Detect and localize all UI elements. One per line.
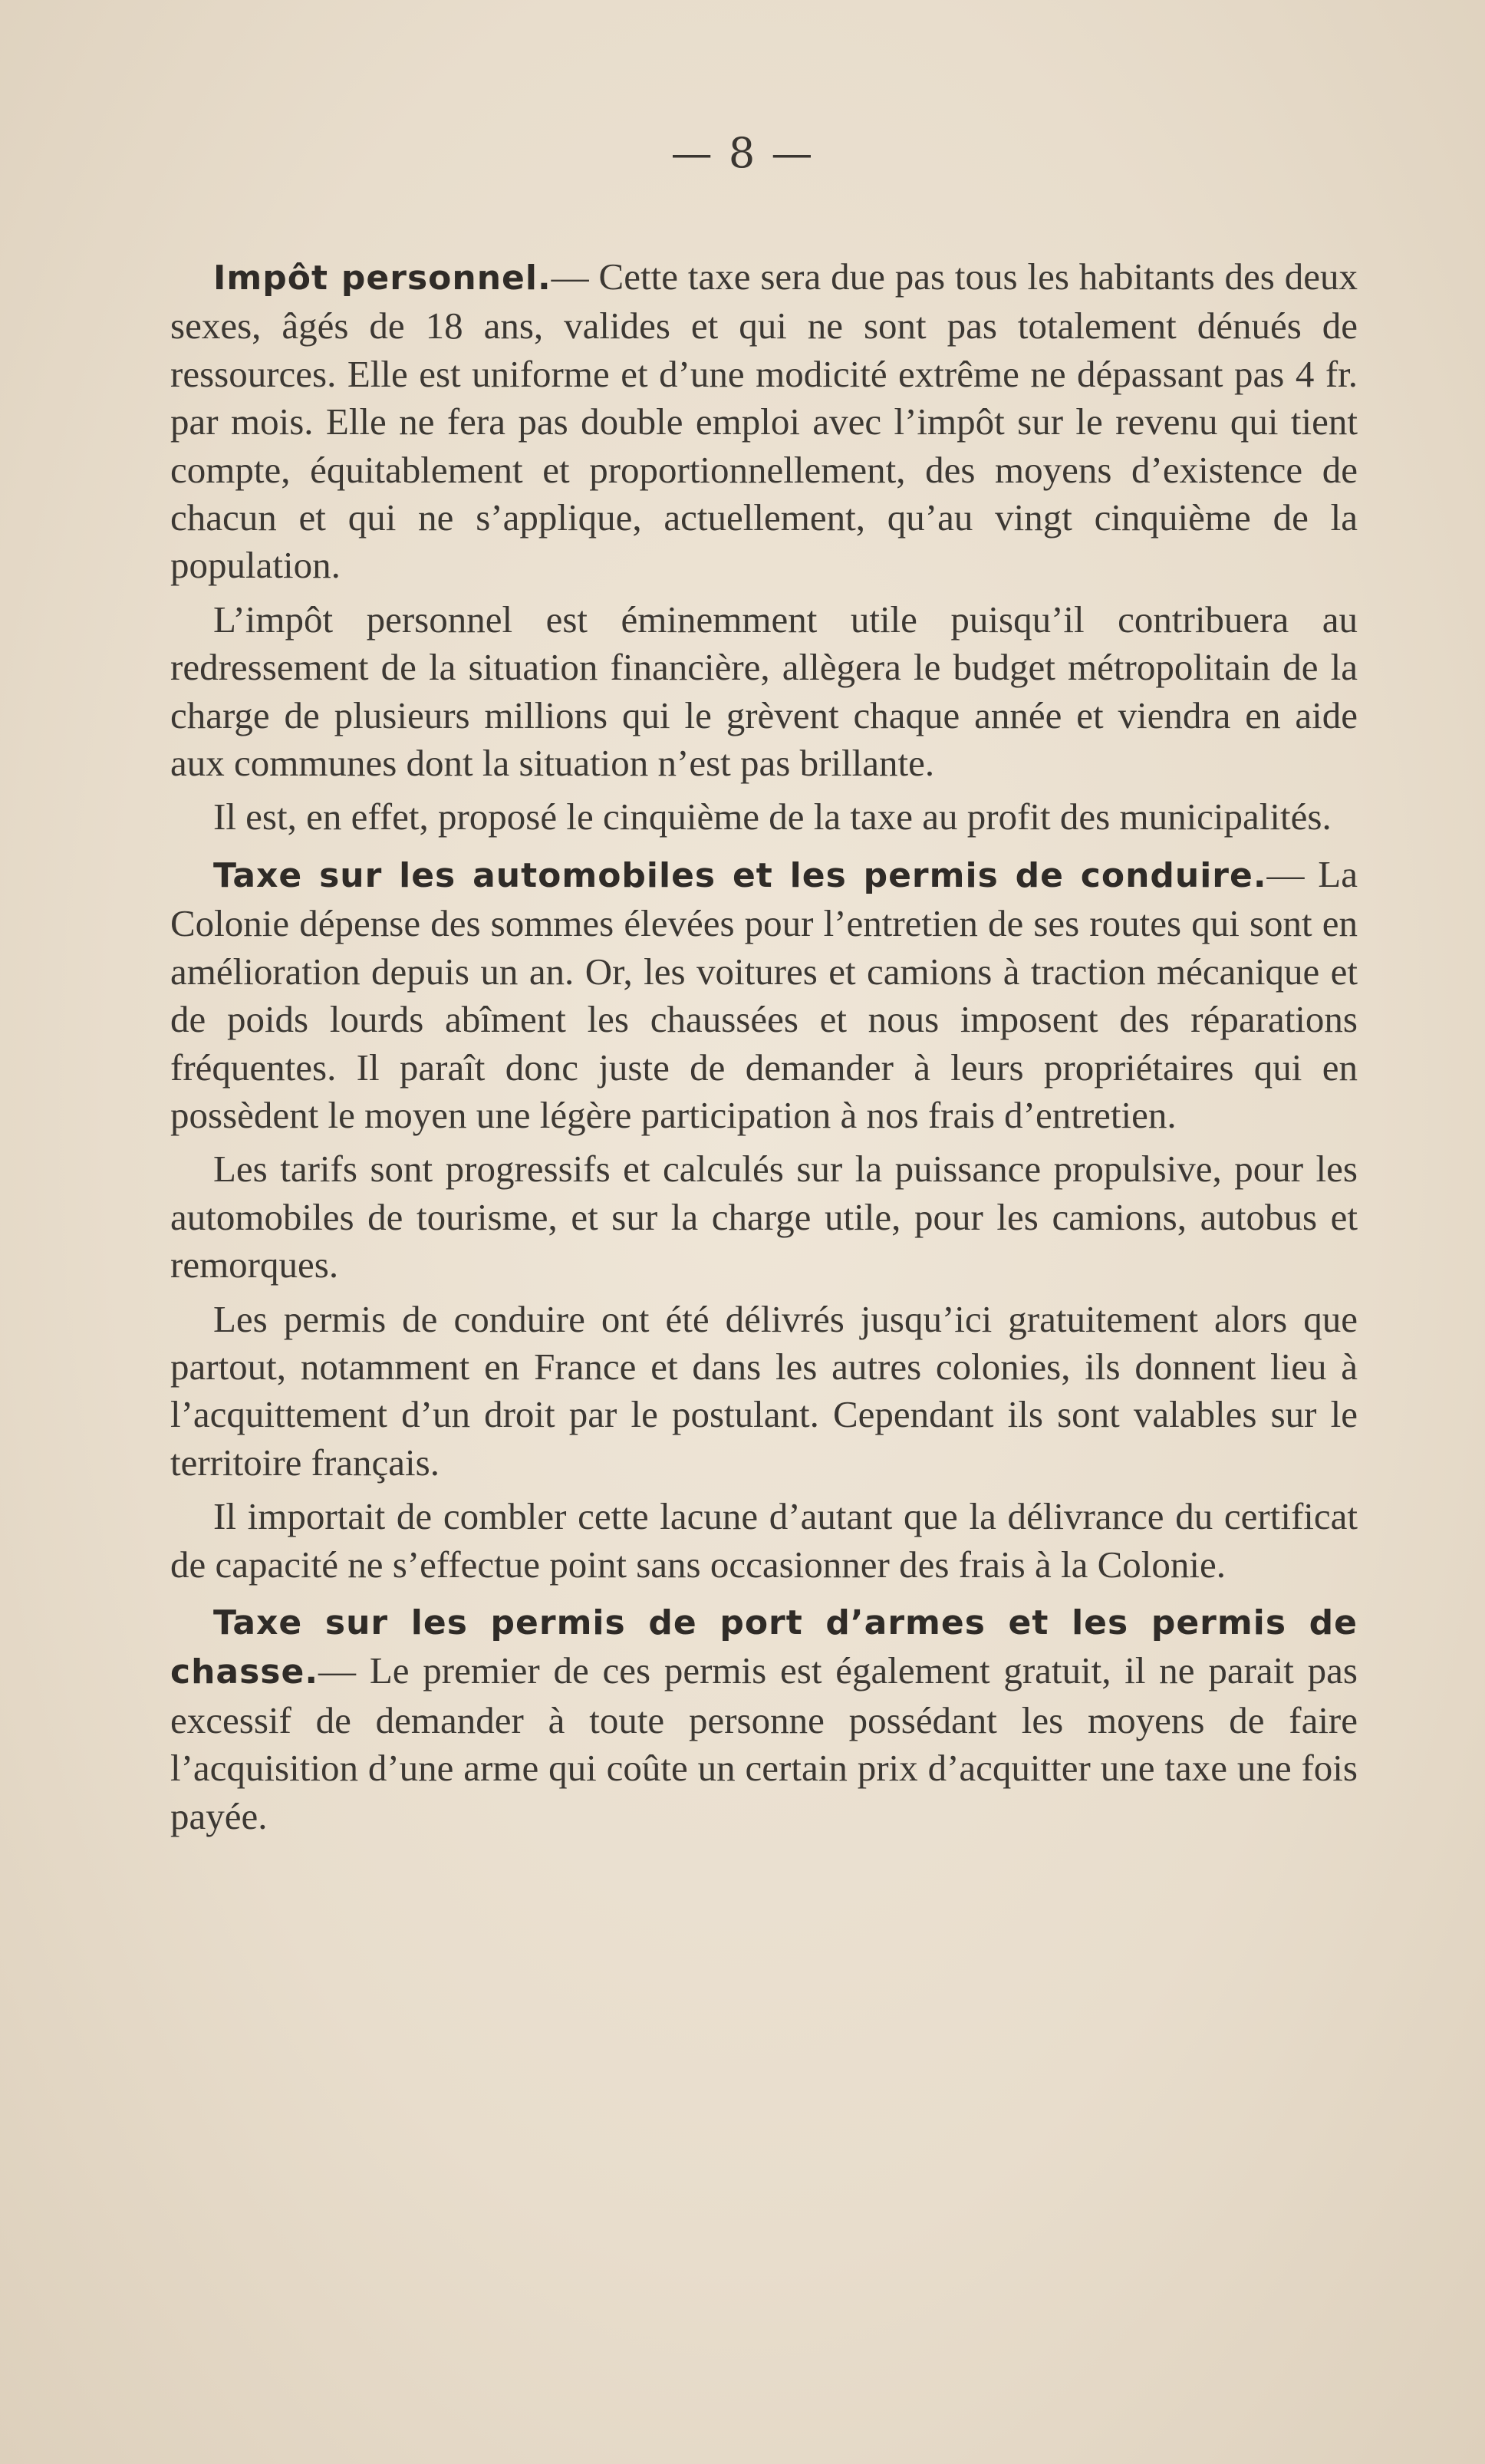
paragraph-impot-personnel (170, 253, 1358, 590)
section-heading: Impôt personnel. (213, 259, 552, 298)
paragraph: Les tarifs sont progressifs et calculés sur la puissance propulsive, pour les automobiles de tourisme, et sur la charge utile, pour les camions, autobus et remorques. (170, 1148, 1358, 1286)
paragraph-taxe-port-armes (170, 1598, 1358, 1840)
paragraph-text: — La Colonie dépense des sommes élevées pour l’entretien de ses routes qui sont en amélioration depuis un an. Or, les voitures et camions à traction mécanique et de poids lourds abîment les chaussées et nous imposent des réparations fréquentes. Il paraît donc juste de demander à leurs propriétaires qui en possèdent le moyen une légère participation à nos frais d’entretien. (170, 852, 1358, 1136)
paragraph-taxe-automobiles (170, 851, 1358, 1139)
paragraph-text: — Cette taxe sera due pas tous les habitants des deux sexes, âgés de 18 ans, valides et qui ne sont pas totalement dénués de ressources. Elle est uniforme et d’une modicité extrême ne dépassant pas 4 fr. par mois. Elle ne fera pas double emploi avec l’impôt sur le revenu qui tient compte, équitablement et proportionnellement, des moyens d’existence de chacun et qui ne s’applique, actuellement, qu’au vingt cinquième de la population. (170, 255, 1358, 587)
paragraph: L’impôt personnel est éminemment utile puisqu’il contribuera au redressement de la situation financière, allègera le budget métropolitain de la charge de plusieurs millions qui le grèvent chaque année et viendra en aide aux communes dont la situation n’est pas brillante. (170, 598, 1358, 785)
paragraph: Les permis de conduire ont été délivrés jusqu’ici gratuitement alors que partout, notamment en France et dans les autres colonies, ils donnent lieu à l’acquittement d’un droit par le postulant. Cependant ils sont valables sur le territoire français. (170, 1297, 1358, 1484)
body-text (170, 253, 1358, 1840)
paragraph-text: — Le premier de ces permis est également gratuit, il ne parait pas excessif de demander à toute personne possédant les moyens de faire l’acquisition d’une arme qui coûte un certain prix d’acquitter une taxe une fois payée. (170, 1649, 1358, 1837)
paragraph: Il est, en effet, proposé le cinquième de la taxe au profit des municipalités. (213, 796, 1332, 838)
paragraph: Il importait de combler cette lacune d’autant que la délivrance du certificat de capacité ne s’effectue point sans occasionner des frais à la Colonie. (170, 1495, 1358, 1586)
section-heading: Taxe sur les automobiles et les permis de conduire. (213, 855, 1267, 895)
section-heading: Taxe sur les permis de port d’armes et les permis de chasse. (170, 1603, 1358, 1692)
page-number: — 8 — (670, 129, 815, 177)
